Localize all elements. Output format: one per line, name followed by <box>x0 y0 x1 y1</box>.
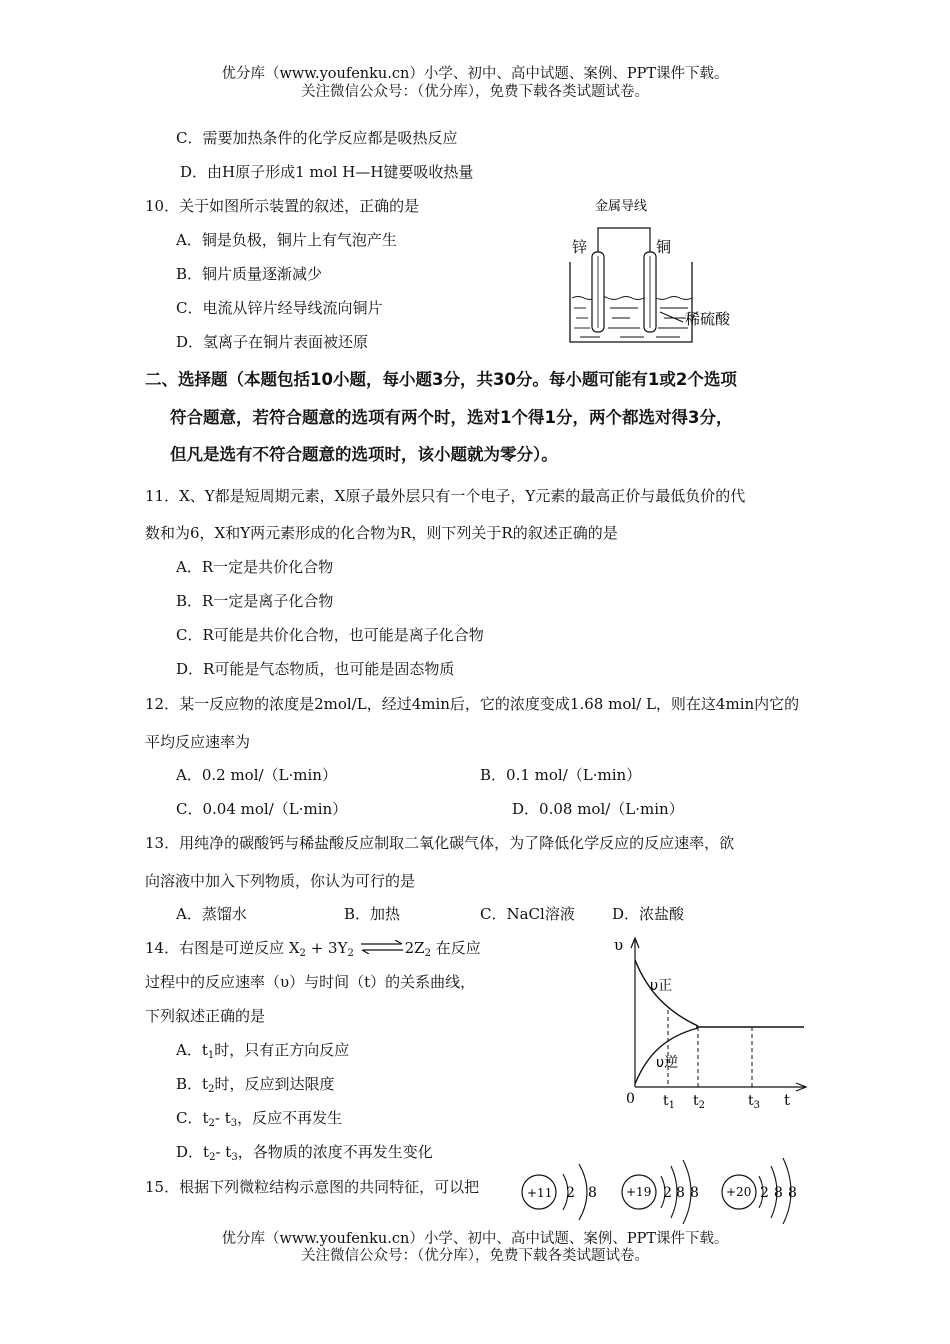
q14-option-d: D．$t_2-$ $t_3$，各物质的浓度不再发生变化 <box>176 1143 433 1163</box>
svg-text:8: 8 <box>690 1185 699 1201</box>
q10-stem: 10．关于如图所示装置的叙述，正确的是 <box>145 197 420 215</box>
header-line-1: 优分库（www.youfenku.cn）小学、初中、高中试题、案例、PPT课件下载。 <box>221 66 729 82</box>
svg-text:8: 8 <box>588 1185 597 1201</box>
q13-stem-1: 13．用纯净的碳酸钙与稀盐酸反应制取二氧化碳气体，为了降低化学反应的反应速率，欲 <box>145 834 735 852</box>
svg-text:2: 2 <box>566 1185 575 1201</box>
footer-line-2: 关注微信公众号：（优分库），免费下载各类试题试卷。 <box>301 1248 649 1264</box>
svg-text:2: 2 <box>663 1185 672 1201</box>
q13-option-b: B．加热 <box>344 905 401 923</box>
copper-label: 铜 <box>656 238 672 256</box>
y-axis-label: υ <box>614 936 624 954</box>
q14-option-a: A．$t_1$时，只有正方向反应 <box>176 1041 350 1061</box>
acid-solution <box>572 297 692 338</box>
zinc-label: 锌 <box>572 238 588 256</box>
t2-label: $t_2$ <box>693 1093 706 1111</box>
t1-label: $t_1$ <box>663 1093 676 1111</box>
rate-time-graph <box>608 932 813 1112</box>
section-2-line-3: 但凡是选有不符合题意的选项时，该小题就为零分）。 <box>170 445 558 464</box>
q12-option-d: D．0.08 mol/（L·min） <box>512 800 684 818</box>
section-2-line-1: 二、选择题（本题包括10小题，每小题3分，共30分。每小题可能有1或2个选项 <box>145 370 737 389</box>
svg-text:+11: +11 <box>527 1186 553 1200</box>
svg-text:2: 2 <box>760 1185 769 1201</box>
q11-option-a: A．R一定是共价化合物 <box>176 558 334 576</box>
metal-wire <box>598 228 650 258</box>
q14-option-b: B．$t_2$时，反应到达限度 <box>176 1075 335 1095</box>
q10-option-b: B．铜片质量逐渐减少 <box>176 265 323 283</box>
q14-stem-1: 14．右图是可逆反应 $X_2 + 3Y_2$ $2Z_2$ 在反应 <box>145 939 481 959</box>
section-2-line-2: 符合题意，若符合题意的选项有两个时，选对1个得1分，两个都选对得3分， <box>170 408 733 427</box>
header-line-2: 关注微信公众号：（优分库），免费下载各类试题试卷。 <box>301 84 649 100</box>
forward-rate-label: υ正 <box>650 978 673 994</box>
q10-option-a: A．铜是负极，铜片上有气泡产生 <box>176 231 397 249</box>
svg-text:+19: +19 <box>626 1185 652 1199</box>
beaker <box>570 262 692 342</box>
svg-text:8: 8 <box>774 1185 783 1201</box>
footer-line-1: 优分库（www.youfenku.cn）小学、初中、高中试题、案例、PPT课件下载。 <box>221 1231 729 1247</box>
svg-text:+20: +20 <box>726 1185 752 1199</box>
galvanic-cell-figure <box>560 190 760 355</box>
q12-option-c: C．0.04 mol/（L·min） <box>176 800 348 818</box>
q11-option-d: D．R可能是气态物质，也可能是固态物质 <box>176 660 455 678</box>
q11-option-c: C．R可能是共价化合物，也可能是离子化合物 <box>176 626 484 644</box>
particle-diagram-ca <box>722 1158 797 1224</box>
q15-stem: 15．根据下列微粒结构示意图的共同特征，可以把 <box>145 1178 480 1196</box>
q10-option-d: D．氢离子在铜片表面被还原 <box>176 333 369 351</box>
svg-text:8: 8 <box>788 1185 797 1201</box>
q12-stem-1: 12．某一反应物的浓度是2mol/L，经过4min后，它的浓度变成1.68 mol/ L，则在这4min内它的 <box>145 695 800 713</box>
q12-option-b: B．0.1 mol/（L·min） <box>480 766 642 784</box>
q12-stem-2: 平均反应速率为 <box>145 733 251 751</box>
q14-option-c: C．$t_2-$ $t_3$，反应不再发生 <box>176 1109 343 1129</box>
particle-diagram-k <box>622 1160 699 1224</box>
q11-stem-1: 11．X、Y都是短周期元素，X原子最外层只有一个电子，Y元素的最高正价与最低负价的代 <box>145 487 746 505</box>
q13-stem-2: 向溶液中加入下列物质，你认为可行的是 <box>145 872 416 890</box>
wire-label: 金属导线 <box>595 199 648 214</box>
q10-option-c: C．电流从锌片经导线流向铜片 <box>176 299 383 317</box>
svg-text:8: 8 <box>676 1185 685 1201</box>
particle-diagram-na <box>522 1164 597 1220</box>
q13-option-d: D．浓盐酸 <box>612 905 685 923</box>
equilibrium-arrow-icon <box>359 940 405 954</box>
q13-option-c: C．NaCl溶液 <box>480 905 575 923</box>
particle-structure-diagrams <box>515 1152 815 1224</box>
q9-option-c: C．需要加热条件的化学反应都是吸热反应 <box>176 129 458 147</box>
acid-label: 稀硫酸 <box>685 310 731 328</box>
q14-stem-2: 过程中的反应速率（υ）与时间（t）的关系曲线， <box>145 973 476 991</box>
x-axis-label: t <box>784 1091 791 1109</box>
q12-option-a: A．0.2 mol/（L·min） <box>176 766 337 784</box>
origin-label: 0 <box>626 1091 635 1107</box>
q14-stem-3: 下列叙述正确的是 <box>145 1007 266 1025</box>
t3-label: $t_3$ <box>748 1093 761 1111</box>
reverse-rate-label: υ逆 <box>656 1055 679 1071</box>
q11-option-b: B．R一定是离子化合物 <box>176 592 334 610</box>
q13-option-a: A．蒸馏水 <box>176 905 247 923</box>
q11-stem-2: 数和为6，X和Y两元素形成的化合物为R，则下列关于R的叙述正确的是 <box>145 524 618 542</box>
q9-option-d: D．由H原子形成1 mol H—H键要吸收热量 <box>180 163 474 181</box>
